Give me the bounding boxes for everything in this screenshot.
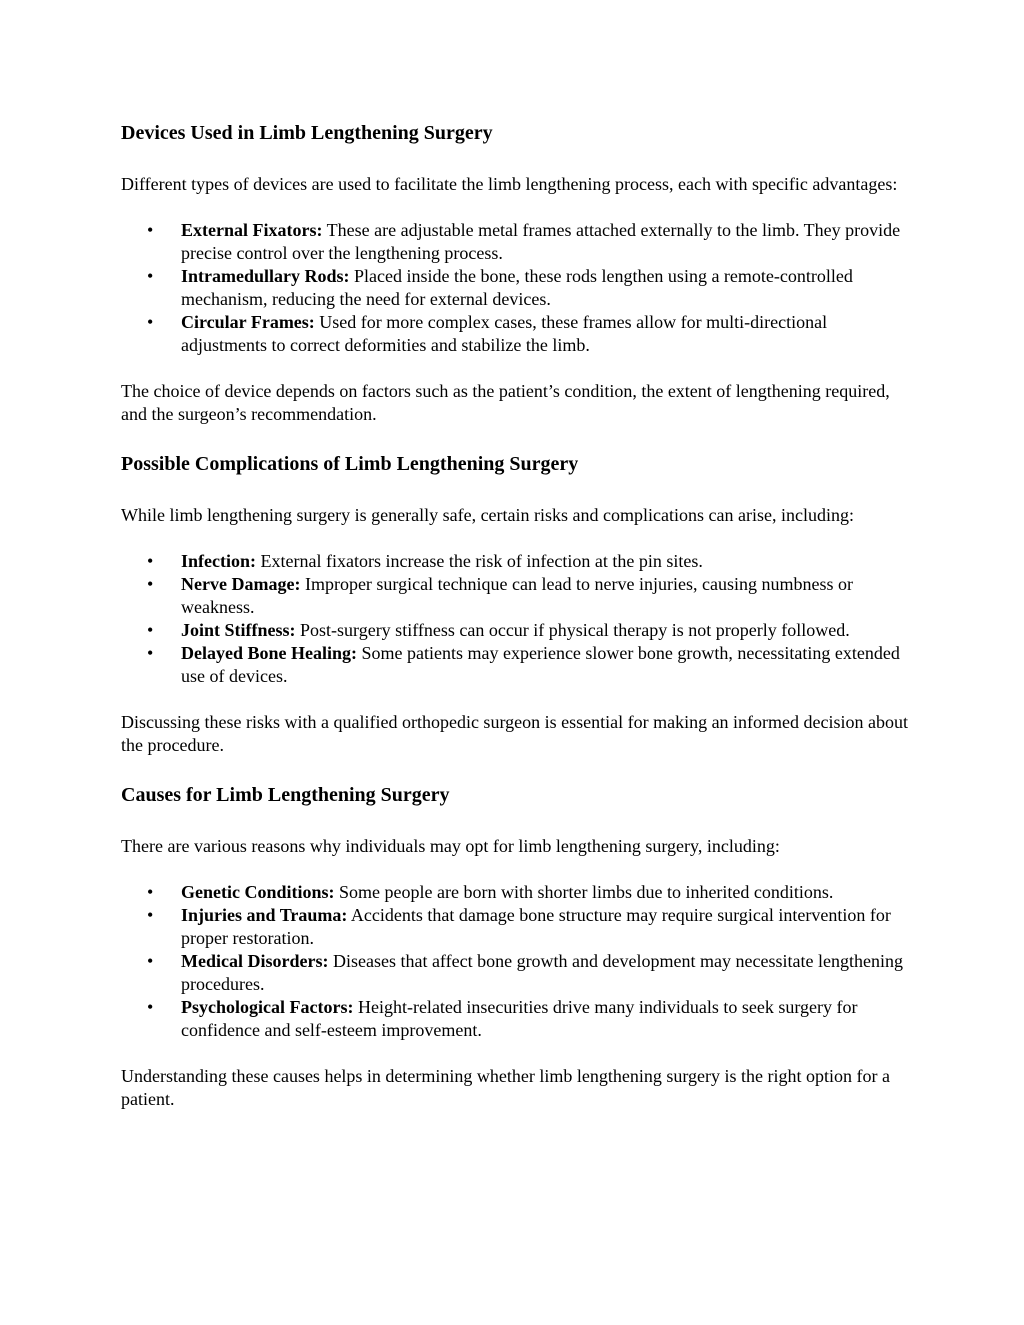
causes-list — [121, 881, 911, 1042]
list-item-text: Post-surgery stiffness can occur if physical therapy is not properly followed. — [295, 620, 850, 640]
list-item-text: Placed inside the bone, these rods lengthen using a remote-controlled mechanism, reducing the need for external devices. — [181, 266, 853, 309]
bullet-icon: • — [147, 951, 154, 971]
list-item-text: Height-related insecurities drive many individuals to seek surgery for confidence and self-esteem improvement. — [181, 997, 858, 1040]
list-item-term: Medical Disorders: — [181, 951, 329, 971]
section-heading-complications: Possible Complications of Limb Lengthening Surgery — [121, 453, 579, 475]
section-outro-complications: Discussing these risks with a qualified orthopedic surgeon is essential for making an informed decision about the procedure. — [121, 712, 909, 755]
list-item-text: These are adjustable metal frames attached externally to the limb. They provide precise control over the lengthening process. — [181, 220, 901, 263]
list-item-term: Genetic Conditions: — [181, 882, 335, 902]
section-outro-causes: Understanding these causes helps in determining whether limb lengthening surgery is the right option for a patient. — [121, 1066, 890, 1109]
list-item-term: Intramedullary Rods: — [181, 266, 350, 286]
bullet-icon: • — [147, 220, 154, 240]
list-item — [121, 573, 911, 619]
section-intro-causes: There are various reasons why individuals may opt for limb lengthening surgery, including: — [121, 836, 780, 856]
list-item-text: Diseases that affect bone growth and development may necessitate lengthening procedures. — [181, 951, 903, 994]
list-item — [121, 881, 911, 904]
list-item — [121, 550, 911, 573]
section-heading-devices: Devices Used in Limb Lengthening Surgery — [121, 122, 493, 144]
list-item-term: Circular Frames: — [181, 312, 315, 332]
bullet-icon: • — [147, 266, 154, 286]
list-item-term: Infection: — [181, 551, 256, 571]
list-item — [121, 904, 911, 950]
complications-list — [121, 550, 911, 688]
section-intro-complications: While limb lengthening surgery is generally safe, certain risks and complications can arise, including: — [121, 505, 854, 525]
bullet-icon: • — [147, 551, 154, 571]
list-item — [121, 996, 911, 1042]
bullet-icon: • — [147, 574, 154, 594]
section-heading-causes: Causes for Limb Lengthening Surgery — [121, 784, 450, 806]
bullet-icon: • — [147, 620, 154, 640]
section-outro-devices: The choice of device depends on factors such as the patient’s condition, the extent of lengthening required, and the surgeon’s recommendation. — [121, 381, 890, 424]
list-item — [121, 219, 911, 265]
list-item — [121, 950, 911, 996]
list-item-text: Some patients may experience slower bone growth, necessitating extended use of devices. — [181, 643, 900, 686]
list-item — [121, 642, 911, 688]
list-item-term: Nerve Damage: — [181, 574, 301, 594]
list-item-text: Improper surgical technique can lead to nerve injuries, causing numbness or weakness. — [181, 574, 853, 617]
list-item-term: Delayed Bone Healing: — [181, 643, 357, 663]
bullet-icon: • — [147, 997, 154, 1017]
list-item-term: External Fixators: — [181, 220, 323, 240]
list-item-text: Some people are born with shorter limbs due to inherited conditions. — [334, 882, 834, 902]
list-item-term: Injuries and Trauma: — [181, 905, 348, 925]
bullet-icon: • — [147, 882, 154, 902]
list-item-text: Used for more complex cases, these frames allow for multi-directional adjustments to correct deformities and stabilize the limb. — [181, 312, 828, 355]
list-item-term: Psychological Factors: — [181, 997, 354, 1017]
bullet-icon: • — [147, 312, 154, 332]
list-item-term: Joint Stiffness: — [181, 620, 296, 640]
section-intro-devices: Different types of devices are used to facilitate the limb lengthening process, each with specific advantages: — [121, 174, 898, 194]
devices-list — [121, 219, 911, 357]
list-item-text: Accidents that damage bone structure may require surgical intervention for proper restoration. — [181, 905, 891, 948]
bullet-icon: • — [147, 905, 154, 925]
list-item — [121, 265, 911, 311]
list-item-text: External fixators increase the risk of infection at the pin sites. — [256, 551, 703, 571]
list-item — [121, 311, 911, 357]
list-item — [121, 619, 911, 642]
bullet-icon: • — [147, 643, 154, 663]
document-page — [121, 118, 911, 1111]
